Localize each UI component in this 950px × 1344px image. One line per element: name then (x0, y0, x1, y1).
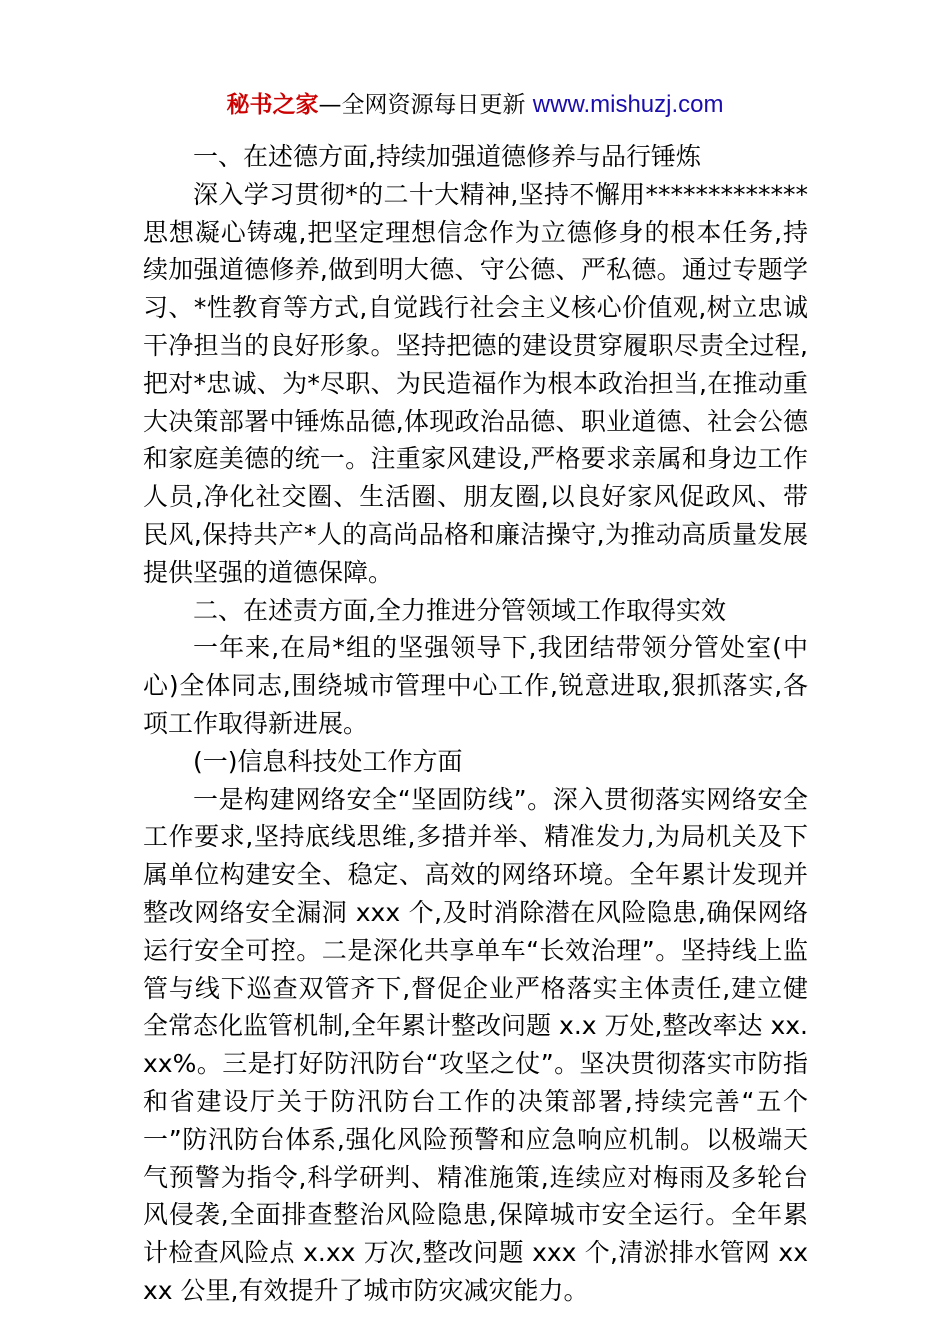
site-url-link[interactable]: www.mishuzj.com (532, 91, 724, 118)
paragraph-it-work: 一是构建网络安全“坚固防线”。深入贯彻落实网络安全工作要求,坚持底线思维,多措并举、精准发力,为局机关及下属单位构建安全、稳定、高效的网络环境。全年累计发现并整改网络安全漏洞 xxx 个,及时消除潜在风险隐患,确保网络运行安全可控。二是深化共享单车“长效治理”。坚持线上监管与线下巡查双管齐下,督促企业严格落实主体责任,建立健全常态化监管机制,全年累计整改问题 x.x 万处,整改率达 xx.xx%。三是打好防汛防台“攻坚之仗”。坚决贯彻落实市防指和省建设厅关于防汛防台工作的决策部署,持续完善“五个一”防汛防台体系,强化风险预警和应急响应机制。以极端天气预警为指令,科学研判、精准施策,连续应对梅雨及多轮台风侵袭,全面排查整治风险隐患,保障城市安全运行。全年累计检查风险点 x.xx 万次,整改问题 xxx 个,清淤排水管网 xxxx 公里,有效提升了城市防灾减灾能力。 (143, 784, 808, 1305)
paragraph-morality: 深入学习贯彻*的二十大精神,坚持不懈用*************思想凝心铸魂,把坚定理想信念作为立德修身的根本任务,持续加强道德修养,做到明大德、守公德、严私德。通过专题学习、*性教育等方式,自觉践行社会主义核心价值观,树立忠诚干净担当的良好形象。坚持把德的建设贯穿履职尽责全过程,把对*忠诚、为*尽职、为民造福作为根本政治担当,在推动重大决策部署中锤炼品德,体现政治品德、职业道德、社会公德和家庭美德的统一。注重家风建设,严格要求亲属和身边工作人员,净化社交圈、生活圈、朋友圈,以良好家风促政风、带民风,保持共产*人的高尚品格和廉洁操守,为推动高质量发展提供坚强的道德保障。 (143, 179, 808, 587)
section-heading-responsibility: 二、在述责方面,全力推进分管领域工作取得实效 (193, 595, 726, 625)
site-header (0, 88, 950, 122)
document-body (143, 138, 808, 1310)
paragraph-responsibility-intro: 一年来,在局*组的坚强领导下,我团结带领分管处室(中心)全体同志,围绕城市管理中心工作,锐意进取,狠抓落实,各项工作取得新进展。 (143, 633, 808, 738)
section-heading-morality: 一、在述德方面,持续加强道德修养与品行锤炼 (193, 142, 701, 171)
subsection-heading-it: (一)信息科技处工作方面 (193, 746, 463, 776)
header-tagline: —全网资源每日更新 (318, 92, 533, 118)
brand-name: 秘书之家 (226, 92, 319, 118)
